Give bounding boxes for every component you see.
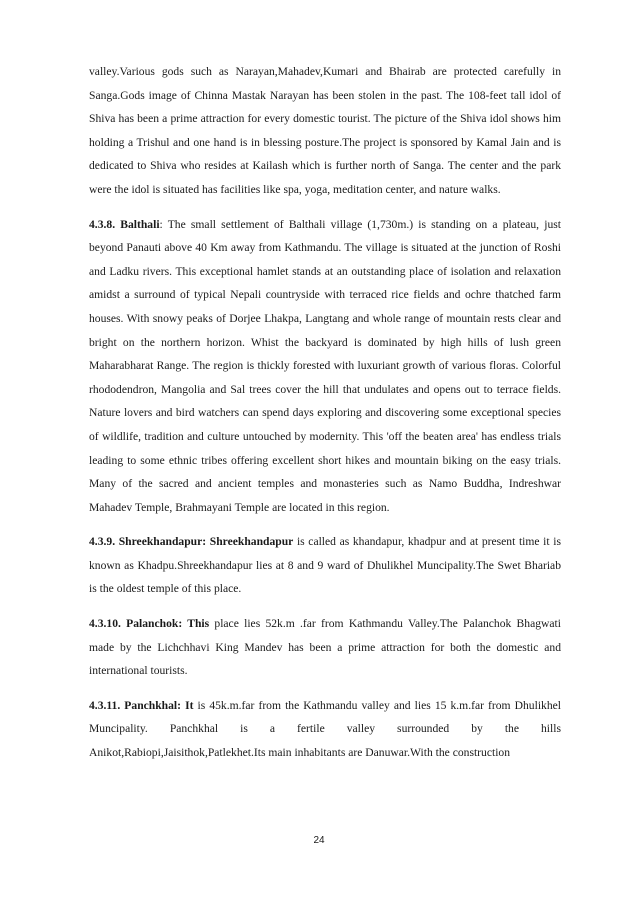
paragraph-sanga-continued bbox=[89, 60, 561, 202]
paragraph-text: is 45k.m.far from the Kathmandu valley and lies 15 k.m.far from Dhulikhel Muncipality. Panchkhal is a fertile valley surrounded by the hills Anikot,Rabiopi,Jaisithok,Patlekhet.Its main inhabitants are Danuwar.With the construction bbox=[89, 698, 561, 760]
paragraph-balthali bbox=[89, 213, 561, 520]
section-heading-palanchok: 4.3.10. Palanchok: This bbox=[89, 617, 210, 631]
paragraph-shreekhandapur bbox=[89, 530, 561, 601]
paragraph-panchkhal bbox=[89, 694, 561, 765]
paragraph-text: valley.Various gods such as Narayan,Mahadev,Kumari and Bhairab are protected carefully in Sanga.Gods image of Chinna Mastak Narayan has been stolen in the past. The 108-feet tall idol of Shiva has been a prime attraction for every domestic tourist. The picture of the Shiva idol shows him holding a Trishul and one hand is in blessing posture.The project is sponsored by Kamal Jain and is dedicated to Shiva who resides at Kailash which is further north of Sanga. The center and the park were the idol is situated has facilities like spa, yoga, meditation center, and nature walks. bbox=[89, 65, 561, 196]
document-page bbox=[89, 60, 561, 765]
paragraph-text: place lies 52k.m .far from Kathmandu Valley.The Palanchok Bhagwati made by the Lichchhavi King Mandev has been a prime attraction for both the domestic and international tourists. bbox=[89, 617, 561, 678]
paragraph-text: : The small settlement of Balthali village (1,730m.) is standing on a plateau, just beyond Panauti above 40 Km away from Kathmandu. The village is situated at the junction of Roshi and Ladku rivers. This exceptional hamlet stands at an outstanding place of isolation and relaxation amidst a surround of typical Nepali countryside with terraced rice fields and ochre thatched farm houses. With snowy peaks of Dorjee Lhakpa, Langtang and whole range of mountain rests clear and bright on the northern horizon. Whist the backyard is dominated by high hills of lush green Maharabharat Range. The region is thickly forested with luxuriant growth of various floras. Colorful rhododendron, Mangolia and Sal trees cover the hill that undulates and opens out to terrace fields. Nature lovers and bird watchers can spend days exploring and discovering some exceptional species of wildlife, tradition and culture untouched by modernity. This 'off the beaten area' has endless trials leading to some ethnic tribes offering excellent short hikes and mountain biking on the easy trials. Many of the sacred and ancient temples and monasteries such as Namo Buddha, Indreshwar Mahadev Temple, Brahmayani Temple are located in this region. bbox=[89, 217, 561, 514]
page-number: 24 bbox=[313, 835, 325, 846]
section-heading-shreekhandapur: 4.3.9. Shreekhandapur: Shreekhandapur bbox=[89, 535, 294, 549]
section-heading-panchkhal: 4.3.11. Panchkhal: It bbox=[89, 698, 194, 712]
section-heading-balthali: 4.3.8. Balthali bbox=[89, 217, 160, 231]
paragraph-palanchok bbox=[89, 612, 561, 683]
paragraph-text: is called as khandapur, khadpur and at present time it is known as Khadpu.Shreekhandapur lies at 8 and 9 ward of Dhulikhel Muncipality.The Swet Bhariab is the oldest temple of this place. bbox=[89, 535, 561, 596]
